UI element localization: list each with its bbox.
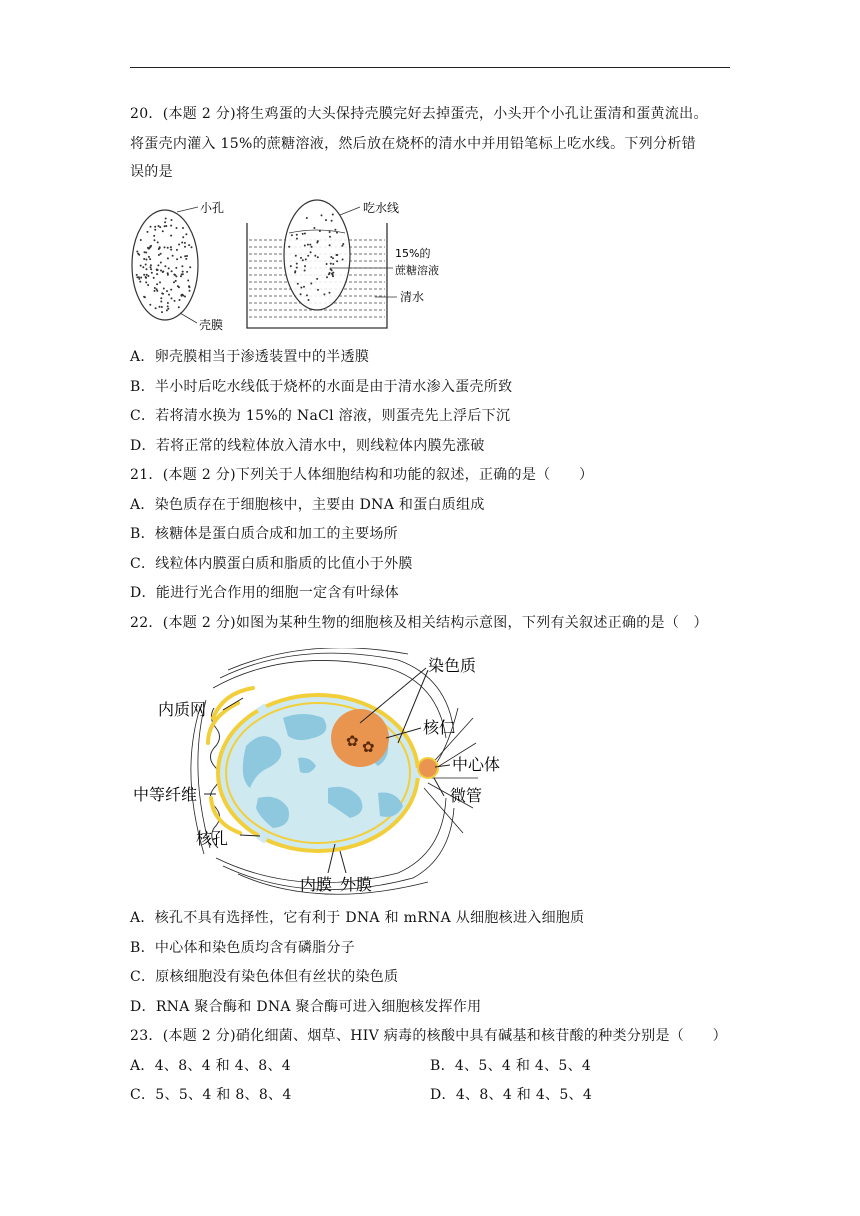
stipple-dot: [178, 306, 180, 308]
q20-stem-line2: 将蛋壳内灌入 15%的蔗糖溶液，然后放在烧杯的清水中并用铅笔标上吃水线。下列分析错: [130, 136, 696, 152]
stipple-dot: [181, 273, 183, 275]
stipple-dot: [145, 264, 147, 266]
stipple-dot: [140, 239, 142, 241]
q21-option-a: A．染色质存在于细胞核中，主要由 DNA 和蛋白质组成: [130, 497, 485, 513]
stipple-dot: [158, 225, 160, 227]
stipple-dot: [147, 275, 149, 277]
stipple-dot: [156, 283, 158, 285]
stipple-dot: [156, 273, 158, 275]
stipple-dot: [150, 245, 152, 247]
stipple-dot: [188, 285, 190, 287]
centrosome-shape: [418, 758, 438, 778]
q21-stem: 21．(本题 2 分)下列关于人体细胞结构和功能的叙述，正确的是（ ）: [130, 467, 594, 483]
stipple-dot: [170, 246, 172, 248]
stipple-dot: [171, 219, 173, 221]
stipple-dot: [184, 246, 186, 248]
stipple-dot: [306, 217, 308, 219]
stipple-dot: [303, 286, 305, 288]
stipple-dot: [181, 265, 183, 267]
stipple-dot: [153, 277, 155, 279]
stipple-dot: [149, 304, 151, 306]
stipple-dot: [140, 265, 142, 267]
stipple-dot: [150, 264, 152, 266]
stipple-dot: [144, 296, 146, 298]
label-nuclear-pore: 核孔: [196, 829, 229, 848]
stipple-dot: [160, 297, 162, 299]
stipple-dot: [189, 290, 191, 292]
stipple-dot: [153, 235, 155, 237]
stipple-dot: [171, 297, 173, 299]
stipple-dot: [151, 272, 153, 274]
stipple-dot: [188, 244, 190, 246]
stipple-dot: [176, 249, 178, 251]
q20-option-a: A．卵壳膜相当于渗透装置中的半透膜: [130, 349, 370, 365]
stipple-dot: [154, 239, 156, 241]
stipple-dot: [158, 254, 160, 256]
stipple-dot: [160, 301, 162, 303]
q20-stem-line3: 误的是: [130, 164, 173, 180]
stipple-dot: [323, 293, 325, 295]
q21-option-d: D．能进行光合作用的细胞一定含有叶绿体: [130, 585, 399, 601]
stipple-dot: [332, 263, 334, 265]
stipple-dot: [300, 257, 302, 259]
stipple-dot: [309, 244, 311, 246]
stipple-dot: [307, 255, 309, 257]
stipple-dot: [296, 238, 298, 240]
stipple-dot: [296, 263, 298, 265]
stipple-dot: [290, 265, 292, 267]
q22-option-c: C．原核细胞没有染色体但有丝状的染色质: [130, 969, 399, 985]
stipple-dot: [172, 255, 174, 257]
stipple-dot: [296, 267, 298, 269]
q22-option-a: A．核孔不具有选择性，它有利于 DNA 和 mRNA 从细胞核进入细胞质: [130, 910, 585, 926]
stipple-dot: [314, 255, 316, 257]
stipple-dot: [300, 293, 302, 295]
label-waterline: 吃水线: [363, 201, 400, 215]
stipple-dot: [336, 232, 338, 234]
stipple-dot: [342, 259, 344, 261]
stipple-dot: [173, 274, 175, 276]
stipple-dot: [311, 246, 313, 248]
stipple-dot: [136, 276, 138, 278]
stipple-dot: [329, 231, 331, 233]
stipple-dot: [147, 284, 149, 286]
stipple-dot: [167, 257, 169, 259]
stipple-dot: [170, 235, 172, 237]
stipple-dot: [189, 266, 191, 268]
stipple-dot: [332, 257, 334, 259]
stipple-dot: [154, 290, 156, 292]
stipple-dot: [177, 285, 179, 287]
stipple-dot: [304, 270, 306, 272]
stipple-dot: [182, 227, 184, 229]
stipple-dot: [304, 265, 306, 267]
stipple-dot: [184, 242, 186, 244]
stipple-dot: [137, 253, 139, 255]
stipple-dot: [145, 259, 147, 261]
q22-option-b: B．中心体和染色质均含有磷脂分子: [130, 940, 356, 956]
nucleolus-shape: [331, 709, 389, 767]
stipple-dot: [164, 246, 166, 248]
stipple-dot: [167, 305, 169, 307]
stipple-dot: [170, 249, 172, 251]
stipple-dot: [162, 271, 164, 273]
stipple-dot: [156, 269, 158, 271]
q21-option-b: B．核糖体是蛋白质合成和加工的主要场所: [130, 526, 398, 542]
stipple-dot: [297, 283, 299, 285]
stipple-dot: [317, 289, 319, 291]
stipple-dot: [143, 274, 145, 276]
stipple-dot: [326, 276, 328, 278]
stipple-dot: [143, 258, 145, 260]
stipple-dot: [330, 263, 332, 265]
egg-osmosis-figure: [125, 195, 485, 340]
stipple-dot: [150, 226, 152, 228]
stipple-dot: [170, 225, 172, 227]
stipple-dot: [329, 244, 331, 246]
stipple-dot: [329, 272, 331, 274]
stipple-dot: [332, 272, 334, 274]
stipple-dot: [295, 255, 297, 257]
label-sucrose-2: 蔗糖溶液: [395, 264, 439, 277]
stipple-dot: [330, 256, 332, 258]
stipple-dot: [288, 246, 290, 248]
stipple-dot: [341, 245, 343, 247]
stipple-dot: [176, 227, 178, 229]
stipple-dot: [181, 294, 183, 296]
stipple-dot: [316, 278, 318, 280]
stipple-dot: [185, 258, 187, 260]
stipple-dot: [147, 247, 149, 249]
q22-stem: 22．(本题 2 分)如图为某种生物的细胞核及相关结构示意图，下列有关叙述正确的是（ ）: [130, 615, 708, 631]
q23-option-b: B．4、5、4 和 4、5、4: [430, 1058, 592, 1074]
stipple-dot: [149, 258, 151, 260]
stipple-dot: [187, 280, 189, 282]
stipple-dot: [179, 299, 181, 301]
stipple-dot: [160, 253, 162, 255]
q21-option-c: C．线粒体内膜蛋白质和脂质的比值小于外膜: [130, 556, 413, 572]
stipple-dot: [305, 258, 307, 260]
egg-right: [284, 200, 350, 310]
stipple-dot: [180, 256, 182, 258]
stipple-dot: [304, 233, 306, 235]
label-nucleolus: 核仁: [423, 718, 456, 737]
stipple-dot: [185, 233, 187, 235]
stipple-dot: [336, 254, 338, 256]
stipple-dot: [148, 256, 150, 258]
stipple-dot: [139, 281, 141, 283]
stipple-dot: [168, 267, 170, 269]
stipple-dot: [146, 268, 148, 270]
stipple-dot: [163, 288, 165, 290]
stipple-dot: [155, 307, 157, 309]
stipple-dot: [159, 306, 161, 308]
stipple-dot: [307, 244, 309, 246]
q23-option-a: A．4、8、4 和 4、8、4: [130, 1058, 291, 1074]
stipple-dot: [164, 221, 166, 223]
stipple-dot: [325, 219, 327, 221]
stipple-dot: [154, 229, 156, 231]
stipple-dot: [326, 263, 328, 265]
stipple-dot: [136, 251, 138, 253]
label-chromatin: 染色质: [428, 656, 477, 675]
stipple-dot: [184, 296, 186, 298]
label-outer-membrane: 外膜: [340, 875, 373, 894]
stipple-dot: [321, 214, 323, 216]
stipple-dot: [158, 248, 160, 250]
stipple-dot: [296, 234, 298, 236]
stipple-dot: [294, 272, 296, 274]
label-microtubule: 微管: [450, 786, 483, 805]
label-er: 内质网: [158, 700, 207, 719]
stipple-dot: [138, 278, 140, 280]
stipple-dot: [165, 218, 167, 220]
stipple-dot: [170, 289, 172, 291]
nucleus-figure: [128, 648, 528, 900]
stipple-dot: [164, 225, 166, 227]
stipple-dot: [168, 294, 170, 296]
stipple-dot: [165, 225, 167, 227]
stipple-dot: [160, 262, 162, 264]
stipple-dot: [174, 300, 176, 302]
label-shell-membrane: 壳膜: [199, 318, 224, 332]
label-sucrose-1: 15%的: [395, 247, 431, 260]
stipple-dot: [157, 241, 159, 243]
stipple-dot: [332, 214, 334, 216]
stipple-dot: [191, 246, 193, 248]
stipple-dot: [145, 277, 147, 279]
stipple-dot: [164, 265, 166, 267]
stipple-dot: [175, 267, 177, 269]
stipple-dot: [167, 302, 169, 304]
stipple-dot: [171, 270, 173, 272]
stipple-dot: [159, 246, 161, 248]
stipple-dot: [167, 247, 169, 249]
svg-text:✿: ✿: [346, 732, 359, 750]
q22-option-d: D．RNA 聚合酶和 DNA 聚合酶可进入细胞核发挥作用: [130, 999, 482, 1015]
stipple-dot: [147, 231, 149, 233]
q23-stem: 23．(本题 2 分)硝化细菌、烟草、HIV 病毒的核酸中具有碱基和核苷酸的种类分别是（ ）: [130, 1028, 727, 1044]
stipple-dot: [146, 274, 148, 276]
q23-option-d: D．4、8、4 和 4、5、4: [430, 1087, 593, 1103]
stipple-dot: [157, 264, 159, 266]
stipple-dot: [161, 292, 163, 294]
stipple-dot: [166, 309, 168, 311]
stipple-dot: [159, 281, 161, 283]
stipple-dot: [175, 275, 177, 277]
stipple-dot: [317, 240, 319, 242]
stipple-dot: [161, 306, 163, 308]
stipple-dot: [180, 275, 182, 277]
stipple-dot: [329, 292, 331, 294]
stipple-dot: [182, 236, 184, 238]
stipple-dot: [144, 251, 146, 253]
stipple-dot: [302, 259, 304, 261]
stipple-dot: [181, 242, 183, 244]
stipple-dot: [304, 245, 306, 247]
stipple-dot: [136, 274, 138, 276]
stipple-dot: [291, 234, 293, 236]
stipple-dot: [310, 251, 312, 253]
stipple-dot: [308, 299, 310, 301]
stipple-dot: [150, 268, 152, 270]
stipple-dot: [184, 255, 186, 257]
stipple-dot: [310, 283, 312, 285]
stipple-dot: [145, 252, 147, 254]
stipple-dot: [167, 272, 169, 274]
stipple-dot: [150, 266, 152, 268]
q20-option-c: C．若将清水换为 15%的 NaCl 溶液，则蛋壳先上浮后下沉: [130, 408, 511, 424]
q23-option-c: C．5、5、4 和 8、8、4: [130, 1087, 292, 1103]
stipple-dot: [332, 274, 334, 276]
stipple-dot: [161, 311, 163, 313]
q20-stem-line1: 20．(本题 2 分)将生鸡蛋的大头保持壳膜完好去掉蛋壳，小头开个小孔让蛋清和蛋黄流出。: [130, 106, 708, 122]
q20-option-b: B．半小时后吃水线低于烧杯的水面是由于清水渗入蛋壳所致: [130, 379, 513, 395]
stipple-dot: [154, 287, 156, 289]
stipple-dot: [300, 287, 302, 289]
label-intermediate-filament: 中等纤维: [133, 785, 198, 804]
label-inner-membrane: 内膜: [300, 875, 333, 894]
stipple-dot: [142, 266, 144, 268]
stipple-dot: [145, 281, 147, 283]
stipple-dot: [156, 288, 158, 290]
stipple-dot: [159, 226, 161, 228]
stipple-dot: [162, 230, 164, 232]
stipple-dot: [175, 280, 177, 282]
stipple-dot: [331, 269, 333, 271]
stipple-dot: [154, 226, 156, 228]
stipple-dot: [160, 270, 162, 272]
stipple-dot: [173, 281, 175, 283]
stipple-dot: [329, 236, 331, 238]
stipple-dot: [334, 229, 336, 231]
stipple-dot: [186, 271, 188, 273]
stipple-dot: [167, 308, 169, 310]
label-water: 清水: [400, 290, 425, 304]
svg-text:✿: ✿: [362, 738, 375, 756]
stipple-dot: [166, 290, 168, 292]
stipple-dot: [342, 243, 344, 245]
stipple-dot: [302, 233, 304, 235]
stipple-dot: [186, 255, 188, 257]
stipple-dot: [317, 256, 319, 258]
stipple-dot: [313, 227, 315, 229]
stipple-dot: [336, 260, 338, 262]
stipple-dot: [331, 220, 333, 222]
label-hole: 小孔: [200, 201, 225, 215]
stipple-dot: [319, 230, 321, 232]
header-rule: [130, 67, 730, 68]
q20-option-d: D．若将正常的线粒体放入清水中，则线粒体内膜先涨破: [130, 438, 485, 454]
stipple-dot: [178, 244, 180, 246]
stipple-dot: [140, 277, 142, 279]
label-centrosome: 中心体: [452, 755, 501, 774]
stipple-dot: [182, 271, 184, 273]
stipple-dot: [306, 294, 308, 296]
stipple-dot: [176, 258, 178, 260]
